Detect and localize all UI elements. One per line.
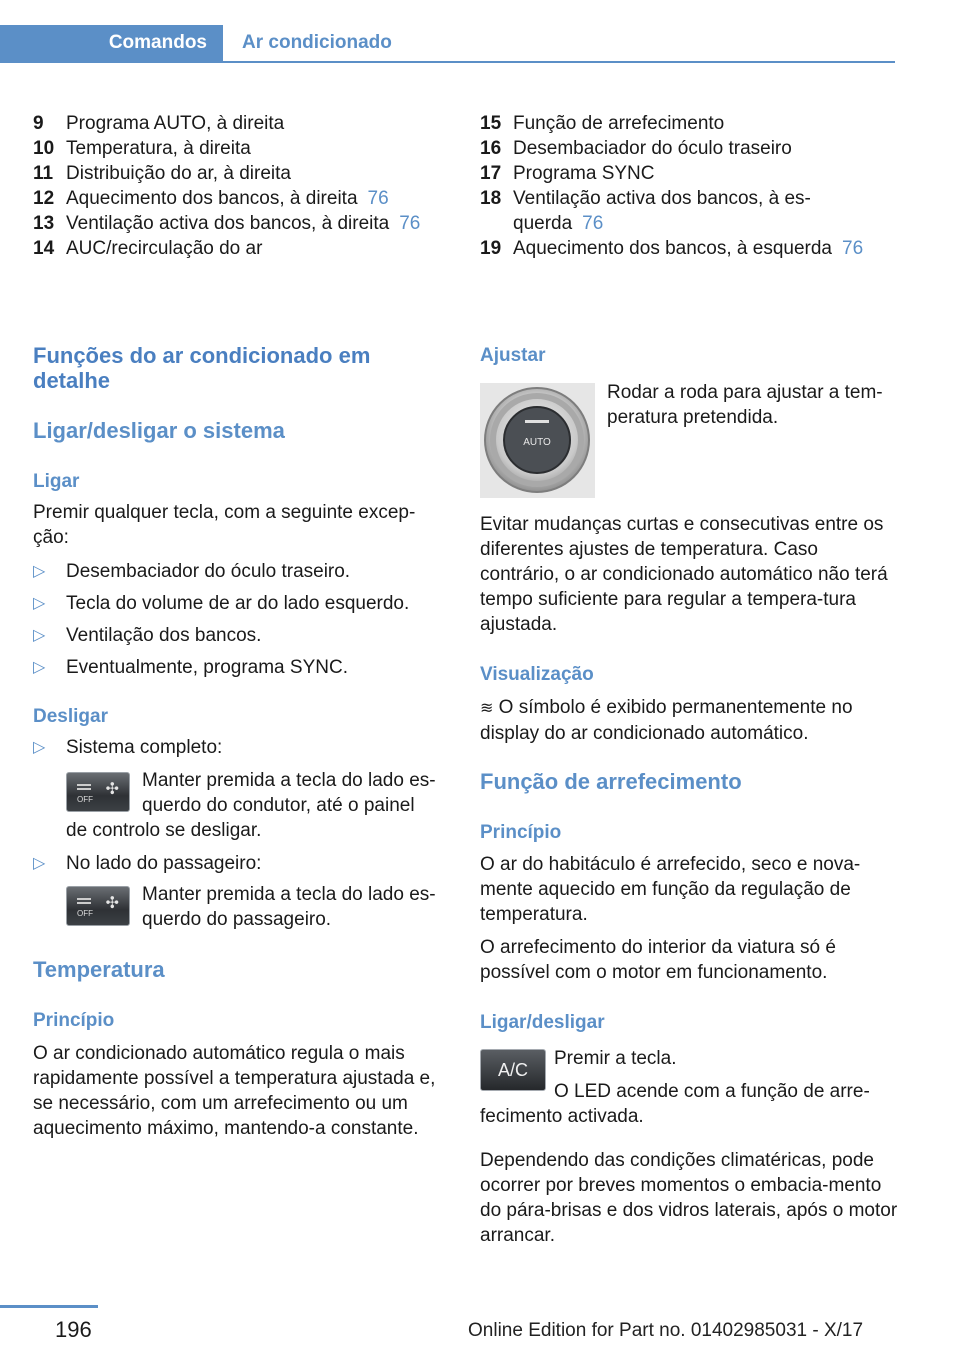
stripe-icon	[77, 784, 91, 790]
heading-visualizacao: Visualização	[480, 664, 594, 685]
triangle-bullet-icon: ▷	[33, 563, 46, 580]
page-ref-link[interactable]: 76	[582, 213, 604, 234]
heading-ligar-desligar: Ligar/desligar	[480, 1012, 605, 1033]
legend-text: Temperatura, à direita	[66, 138, 251, 159]
heading-functions: Funções do ar condicionado em detalhe	[33, 343, 371, 393]
visualizacao-text-content: O símbolo é exibido permanentemente no display do ar condicionado automático.	[480, 697, 853, 744]
ajustar-text: Rodar a roda para ajustar a tem-peratura pretendida.	[607, 382, 883, 428]
triangle-bullet-icon: ▷	[33, 595, 46, 612]
fan-icon: ✣	[105, 895, 119, 912]
principio-text-2: O arrefecimento do interior da viatura só é possível com o motor em funcionamento.	[480, 937, 836, 983]
legend-text: Função de arrefecimento	[513, 113, 725, 134]
legend-num: 14	[33, 238, 55, 259]
legend-num: 11	[33, 163, 54, 184]
temperature-knob-image	[480, 383, 595, 498]
list-item-text: Tecla do volume de ar do lado esquerdo.	[66, 593, 410, 614]
ac-button-image: A/C	[480, 1049, 546, 1091]
page-number: 196	[55, 1317, 92, 1342]
legend-item	[480, 161, 895, 186]
ligar-list	[33, 559, 448, 680]
legend-text: Desembaciador do óculo traseiro	[513, 138, 792, 159]
legend-item	[33, 211, 448, 236]
legend-text: Aquecimento dos bancos, à esquerda	[513, 238, 832, 259]
dependendo-text: Dependendo das condições climatéricas, pode ocorrer por breves momentos o embacia-mento do pára-brisas e dos vidros laterais, após o motor arrancar.	[480, 1150, 898, 1246]
legend-num: 13	[33, 213, 55, 234]
legend-text: querda	[513, 213, 573, 234]
legend-num: 15	[480, 113, 502, 134]
list-item	[33, 623, 448, 648]
heading-desligar: Desligar	[33, 706, 108, 727]
list-item-text: Eventualmente, programa SYNC.	[66, 657, 348, 678]
legend-text: Ventilação activa dos bancos, à es-	[513, 188, 811, 209]
legend-num: 18	[480, 188, 502, 209]
heading-principio: Princípio	[33, 1010, 115, 1031]
legend-num: 19	[480, 238, 502, 259]
legend-text: Programa AUTO, à direita	[66, 113, 285, 134]
ac-text-2b: fecimento activada.	[480, 1106, 644, 1127]
desligar-text-1c: de controlo se desligar.	[66, 820, 262, 841]
legend-num: 9	[33, 113, 44, 134]
legend-right	[480, 111, 895, 261]
page-ref-link[interactable]: 76	[842, 238, 864, 259]
triangle-bullet-icon: ▷	[33, 659, 46, 676]
knob-auto-label: AUTO	[523, 437, 551, 448]
legend-item	[480, 236, 895, 261]
legend-text: AUC/recirculação do ar	[66, 238, 263, 259]
legend-item	[480, 186, 895, 236]
legend-num: 16	[480, 138, 502, 159]
legend-item	[480, 136, 895, 161]
desligar-text-2a: Manter premida a tecla do lado es-	[142, 884, 436, 905]
list-item-text: Desembaciador do óculo traseiro.	[66, 561, 351, 582]
legend-num: 10	[33, 138, 55, 159]
page-ref-link[interactable]: 76	[367, 188, 389, 209]
legend-item	[33, 186, 448, 211]
tab-comandos[interactable]: Comandos	[0, 25, 223, 61]
tab-ar-condicionado[interactable]: Ar condicionado	[242, 32, 392, 53]
triangle-bullet-icon: ▷	[33, 855, 46, 872]
legend-text: Ventilação activa dos bancos, à direita	[66, 213, 390, 234]
cooling-symbol-icon: ≋	[480, 700, 494, 717]
off-fan-button-image	[66, 772, 130, 812]
legend-item	[33, 111, 448, 136]
legend-item	[480, 111, 895, 136]
legend-text: Programa SYNC	[513, 163, 655, 184]
off-label: OFF	[77, 795, 93, 804]
legend-num: 17	[480, 163, 502, 184]
footer-edition-text: Online Edition for Part no. 01402985031 - X/17	[468, 1320, 864, 1341]
list-item	[33, 591, 448, 616]
off-fan-button-image	[66, 886, 130, 926]
legend-num: 12	[33, 188, 55, 209]
list-item-text: Ventilação dos bancos.	[66, 625, 262, 646]
heading-arrefecimento: Função de arrefecimento	[480, 769, 742, 794]
header-tabs	[0, 25, 895, 63]
principio-text-1: O ar do habitáculo é arrefecido, seco e nova-mente aquecido em função da regulação de temperatura.	[480, 854, 861, 925]
triangle-bullet-icon: ▷	[33, 627, 46, 644]
page-ref-link[interactable]: 76	[399, 213, 421, 234]
heading-principio-right: Princípio	[480, 822, 562, 843]
heading-ajustar: Ajustar	[480, 345, 546, 366]
heading-onoff: Ligar/desligar o sistema	[33, 418, 285, 443]
legend-text: Distribuição do ar, à direita	[66, 163, 291, 184]
legend-left	[33, 111, 448, 261]
legend-item	[33, 136, 448, 161]
stripe-icon	[77, 898, 91, 904]
triangle-bullet-icon: ▷	[33, 739, 46, 756]
legend-item	[33, 161, 448, 186]
list-item-text: No lado do passageiro:	[66, 853, 262, 874]
evitar-text: Evitar mudanças curtas e consecutivas entre os diferentes ajustes de temperatura. Caso contrário, o ar condicionado automático não terá tempo suficiente para regular a tempera-tura ajustada.	[480, 514, 888, 635]
temperatura-text: O ar condicionado automático regula o mais rapidamente possível a temperatura ajustada e, se necessário, com um arrefecimento ou um aquecimento máximo, mantendo-a constante.	[33, 1043, 436, 1139]
visualizacao-text	[480, 695, 898, 746]
list-item	[33, 559, 448, 584]
off-label: OFF	[77, 909, 93, 918]
heading-temperatura: Temperatura	[33, 957, 165, 982]
desligar-text-1a: Manter premida a tecla do lado es-	[142, 770, 436, 791]
desligar-text-1b: querdo do condutor, até o painel	[142, 795, 415, 816]
desligar-text-2b: querdo do passageiro.	[142, 909, 332, 930]
fan-icon: ✣	[105, 781, 119, 798]
heading-ligar: Ligar	[33, 471, 80, 492]
list-item-text: Sistema completo:	[66, 737, 223, 758]
legend-text: Aquecimento dos bancos, à direita	[66, 188, 358, 209]
ac-text-1: Premir a tecla.	[554, 1048, 677, 1069]
ac-text-2a: O LED acende com a função de arre-	[554, 1081, 870, 1102]
list-item	[33, 655, 448, 680]
legend-item	[33, 236, 448, 261]
footer-line	[0, 1305, 98, 1308]
ligar-text: Premir qualquer tecla, com a seguinte excep-ção:	[33, 502, 416, 548]
